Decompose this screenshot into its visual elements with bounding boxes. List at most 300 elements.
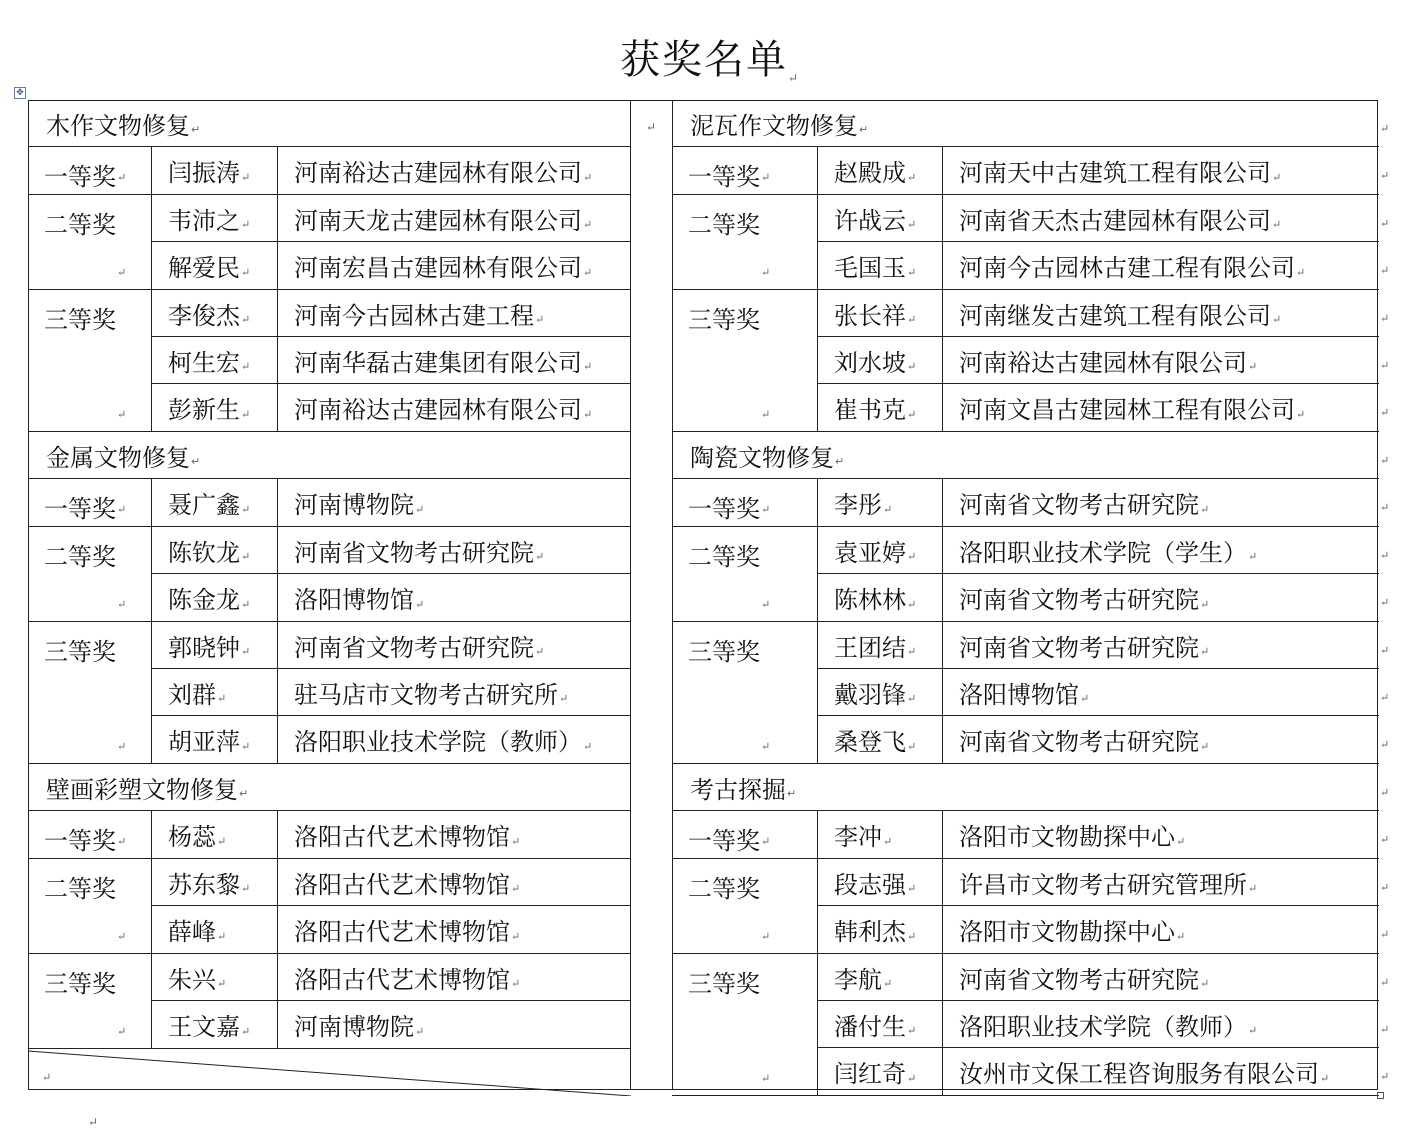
winner-name: 李冲	[834, 823, 882, 851]
cell-end-mark: ↵	[241, 645, 251, 658]
winner-name-cell[interactable]	[818, 954, 943, 1000]
row-end-mark: ↵	[1380, 312, 1390, 325]
table-row	[818, 906, 1379, 953]
prize-group	[672, 195, 1379, 290]
winner-unit: 河南省天杰古建园林有限公司	[959, 206, 1271, 235]
winner-rows	[818, 811, 1379, 858]
cell-end-mark: ↵	[1272, 171, 1282, 184]
winner-unit: 河南博物院	[294, 1013, 414, 1041]
cell-end-mark: ↵	[241, 882, 251, 895]
row-end-mark: ↵	[1380, 264, 1390, 277]
winner-unit: 洛阳古代艺术博物馆	[294, 870, 510, 899]
winner-name: 刘群	[168, 680, 216, 709]
prize-group	[672, 954, 1379, 1096]
cell-end-mark: ↵	[646, 120, 657, 134]
winner-name: 陈钦龙	[168, 538, 240, 567]
winner-name: 彭新生	[168, 396, 240, 424]
winner-unit: 河南天中古建筑工程有限公司	[959, 159, 1271, 187]
cell-end-mark: ↵	[217, 930, 227, 943]
section-heading-text: 泥瓦作文物修复	[690, 111, 858, 140]
prize-group	[672, 811, 1379, 859]
winner-rows	[818, 859, 1379, 953]
cell-end-mark: ↵	[217, 977, 227, 990]
table-row	[818, 1048, 1379, 1095]
row-end-mark: ↵	[1380, 786, 1390, 799]
winner-name: 胡亚萍	[168, 728, 240, 756]
cell-end-mark: ↵	[511, 882, 521, 895]
section-heading	[672, 100, 1379, 147]
prize-cell[interactable]	[28, 147, 152, 194]
row-end-mark: ↵	[1380, 1023, 1390, 1036]
winner-unit-cell[interactable]	[943, 1048, 1379, 1095]
cell-end-mark: ↵	[511, 977, 521, 990]
section-heading-text: 陶瓷文物修复	[690, 443, 834, 472]
winner-unit-cell[interactable]	[278, 527, 631, 573]
section-heading	[672, 764, 1379, 811]
prize-label: 三等奖	[688, 306, 760, 334]
table-row	[818, 669, 1379, 716]
cell-end-mark: ↵	[907, 313, 917, 326]
winner-unit-cell[interactable]	[278, 669, 631, 715]
prize-cell[interactable]	[672, 859, 818, 953]
table-row	[152, 906, 631, 953]
winner-unit: 河南裕达古建园林有限公司	[959, 348, 1247, 377]
cell-end-mark: ↵	[117, 266, 127, 279]
cell-end-mark: ↵	[191, 455, 201, 468]
table-row	[818, 195, 1379, 242]
prize-group	[28, 479, 631, 527]
winner-name: 毛国玉	[834, 254, 906, 282]
cell-end-mark: ↵	[415, 1025, 425, 1038]
cell-end-mark: ↵	[1296, 266, 1306, 279]
table-row	[152, 384, 631, 431]
winner-unit: 河南省文物考古研究院	[959, 633, 1199, 662]
row-end-mark: ↵	[1380, 976, 1390, 989]
cell-end-mark: ↵	[761, 171, 771, 184]
winner-name-cell[interactable]	[818, 811, 943, 858]
cell-end-mark: ↵	[907, 692, 917, 705]
winner-unit-cell[interactable]	[943, 906, 1379, 953]
winner-unit-cell[interactable]	[943, 337, 1379, 383]
paragraph-mark: ↵	[88, 1115, 99, 1129]
winner-unit-cell[interactable]	[943, 859, 1379, 905]
cell-end-mark: ↵	[761, 266, 771, 279]
prize-group	[672, 290, 1379, 432]
table-row	[152, 527, 631, 574]
table-row	[152, 669, 631, 716]
winner-unit-cell[interactable]	[278, 811, 631, 858]
winner-rows	[818, 622, 1379, 763]
winner-unit-cell[interactable]	[278, 954, 631, 1000]
winner-name-cell[interactable]	[818, 1048, 943, 1095]
winner-unit-cell[interactable]	[278, 1001, 631, 1048]
winner-name: 李彤	[834, 491, 882, 519]
prize-label: 三等奖	[688, 638, 760, 666]
winner-name-cell[interactable]	[818, 337, 943, 383]
winner-unit: 河南省文物考古研究院	[959, 491, 1199, 519]
winner-unit-cell[interactable]	[943, 479, 1379, 526]
winner-unit-cell[interactable]	[943, 716, 1379, 763]
row-end-mark: ↵	[1380, 217, 1390, 230]
winner-rows	[152, 811, 631, 858]
table-row	[152, 811, 631, 858]
cell-end-mark: ↵	[415, 598, 425, 611]
winner-unit-cell[interactable]	[943, 622, 1379, 668]
table-row	[818, 242, 1379, 289]
prize-cell[interactable]	[28, 195, 152, 289]
winner-name-cell[interactable]	[818, 716, 943, 763]
cell-end-mark: ↵	[583, 740, 593, 753]
cell-end-mark: ↵	[415, 503, 425, 516]
winner-name: 崔书克	[834, 396, 906, 424]
empty-diagonal-cell[interactable]	[28, 1049, 631, 1096]
prize-label: 二等奖	[44, 875, 116, 903]
section-heading	[672, 432, 1379, 479]
prize-cell[interactable]	[28, 622, 152, 763]
winner-name-cell[interactable]	[152, 811, 278, 858]
cell-end-mark: ↵	[217, 692, 227, 705]
cell-end-mark: ↵	[907, 645, 917, 658]
prize-group	[28, 859, 631, 954]
winner-name-cell[interactable]	[152, 384, 278, 431]
table-row	[818, 479, 1379, 526]
winner-name-cell[interactable]	[152, 716, 278, 763]
cell-end-mark: ↵	[117, 503, 127, 516]
winner-unit: 洛阳职业技术学院（教师）	[294, 728, 582, 756]
table-row	[818, 716, 1379, 763]
winner-name: 袁亚婷	[834, 538, 906, 567]
cell-end-mark: ↵	[117, 171, 127, 184]
winner-name-cell[interactable]	[152, 669, 278, 715]
cell-end-mark: ↵	[907, 882, 917, 895]
winner-name: 桑登飞	[834, 728, 906, 756]
prize-cell[interactable]	[672, 527, 818, 621]
winner-unit: 河南天龙古建园林有限公司	[294, 206, 582, 235]
cell-end-mark: ↵	[761, 408, 771, 421]
winner-unit: 洛阳古代艺术博物馆	[294, 823, 510, 851]
winner-name: 刘水坡	[834, 348, 906, 377]
cell-end-mark: ↵	[907, 218, 917, 231]
winner-unit-cell[interactable]	[278, 479, 631, 526]
winner-name-cell[interactable]	[818, 384, 943, 431]
cell-end-mark: ↵	[907, 1072, 917, 1085]
prize-cell[interactable]	[672, 479, 818, 526]
cell-end-mark: ↵	[1248, 550, 1258, 563]
winner-name: 朱兴	[168, 965, 216, 994]
winner-name-cell[interactable]	[818, 479, 943, 526]
cell-end-mark: ↵	[1272, 218, 1282, 231]
prize-label: 三等奖	[44, 970, 116, 998]
row-end-mark: ↵	[1380, 122, 1390, 135]
winner-name: 戴羽锋	[834, 680, 906, 709]
winner-name-cell[interactable]	[818, 195, 943, 241]
winner-unit-cell[interactable]	[943, 574, 1379, 621]
winner-name-cell[interactable]	[152, 859, 278, 905]
cell-end-mark: ↵	[239, 787, 249, 800]
prize-cell[interactable]	[28, 527, 152, 621]
section-heading-text: 壁画彩塑文物修复	[46, 775, 238, 804]
winner-name-cell[interactable]	[818, 906, 943, 953]
winner-name-cell[interactable]	[818, 527, 943, 573]
cell-end-mark: ↵	[883, 977, 893, 990]
prize-group	[672, 859, 1379, 954]
table-row	[818, 290, 1379, 337]
cell-end-mark: ↵	[787, 787, 797, 800]
winner-unit-cell[interactable]	[943, 242, 1379, 289]
winner-unit-cell[interactable]	[278, 716, 631, 763]
winner-name-cell[interactable]	[152, 574, 278, 621]
prize-group	[672, 147, 1379, 195]
cell-end-mark: ↵	[583, 218, 593, 231]
table-resize-handle[interactable]	[1377, 1092, 1384, 1099]
cell-end-mark: ↵	[1296, 408, 1306, 421]
winner-unit: 河南文昌古建园林工程有限公司	[959, 396, 1295, 424]
table-row	[152, 337, 631, 384]
winner-rows	[152, 195, 631, 289]
cell-end-mark: ↵	[241, 360, 251, 373]
winner-name: 潘付生	[834, 1012, 906, 1041]
prize-group	[28, 290, 631, 432]
cell-end-mark: ↵	[511, 835, 521, 848]
cell-end-mark: ↵	[535, 645, 545, 658]
table-row	[818, 147, 1379, 194]
winner-unit: 洛阳市文物勘探中心	[959, 823, 1175, 851]
cell-end-mark: ↵	[907, 408, 917, 421]
winner-name: 李俊杰	[168, 301, 240, 330]
winner-name-cell[interactable]	[152, 290, 278, 336]
prize-cell[interactable]	[672, 811, 818, 858]
cell-end-mark: ↵	[907, 550, 917, 563]
winner-unit-cell[interactable]	[943, 954, 1379, 1000]
winner-unit-cell[interactable]	[278, 859, 631, 905]
prize-group	[672, 527, 1379, 622]
prize-label: 三等奖	[44, 638, 116, 666]
winner-name-cell[interactable]	[152, 527, 278, 573]
cell-end-mark: ↵	[907, 740, 917, 753]
table-move-handle-icon[interactable]: ✥	[14, 87, 26, 99]
cell-end-mark: ↵	[583, 360, 593, 373]
prize-label: 二等奖	[688, 543, 760, 571]
cell-end-mark: ↵	[217, 835, 227, 848]
cell-end-mark: ↵	[1320, 1072, 1330, 1085]
winner-unit-cell[interactable]	[278, 906, 631, 953]
prize-group	[672, 622, 1379, 764]
winner-name: 陈林林	[834, 586, 906, 614]
winner-name: 柯生宏	[168, 348, 240, 377]
prize-group	[28, 527, 631, 622]
cell-end-mark: ↵	[907, 266, 917, 279]
cell-end-mark: ↵	[761, 503, 771, 516]
winner-name-cell[interactable]	[152, 906, 278, 953]
cell-end-mark: ↵	[907, 598, 917, 611]
prize-label: 三等奖	[688, 970, 760, 998]
cell-end-mark: ↵	[1248, 882, 1258, 895]
table-row	[818, 527, 1379, 574]
prize-cell[interactable]	[28, 954, 152, 1048]
cell-end-mark: ↵	[241, 598, 251, 611]
winner-unit: 汝州市文保工程咨询服务有限公司	[959, 1060, 1319, 1088]
winner-unit: 驻马店市文物考古研究所	[294, 680, 558, 709]
section-heading-text: 考古探掘	[690, 775, 786, 804]
table-row	[818, 337, 1379, 384]
cell-end-mark: ↵	[859, 123, 869, 136]
prize-cell[interactable]	[672, 290, 818, 431]
winner-name-cell[interactable]	[152, 1001, 278, 1048]
winner-name-cell[interactable]	[818, 574, 943, 621]
winner-name: 郭晓钟	[168, 633, 240, 662]
table-row	[152, 574, 631, 621]
row-end-mark: ↵	[1380, 406, 1390, 419]
winner-unit: 河南宏昌古建园林有限公司	[294, 254, 582, 282]
cell-end-mark: ↵	[117, 930, 127, 943]
winner-unit: 河南今古园林古建工程	[294, 301, 534, 330]
prize-group	[28, 811, 631, 859]
winner-rows	[818, 527, 1379, 621]
winner-name-cell[interactable]	[818, 242, 943, 289]
prize-label: 二等奖	[44, 543, 116, 571]
cell-end-mark: ↵	[1176, 930, 1186, 943]
prize-cell[interactable]	[28, 479, 152, 526]
winner-unit-cell[interactable]	[278, 242, 631, 289]
cell-end-mark: ↵	[907, 171, 917, 184]
table-row	[152, 195, 631, 242]
prize-cell[interactable]	[28, 290, 152, 431]
cell-end-mark: ↵	[117, 740, 127, 753]
prize-label: 二等奖	[688, 875, 760, 903]
winner-name: 韦沛之	[168, 206, 240, 235]
winner-name-cell[interactable]	[152, 147, 278, 194]
winner-unit: 洛阳职业技术学院（学生）	[959, 538, 1247, 567]
winner-unit-cell[interactable]	[943, 669, 1379, 715]
winner-name: 段志强	[834, 870, 906, 899]
winner-name-cell[interactable]	[152, 195, 278, 241]
cell-end-mark: ↵	[583, 171, 593, 184]
winner-unit: 河南省文物考古研究院	[959, 728, 1199, 756]
winner-unit-cell[interactable]	[278, 290, 631, 336]
right-column	[672, 100, 1379, 1096]
winner-name: 薛峰	[168, 918, 216, 946]
winner-name: 王团结	[834, 633, 906, 662]
cell-end-mark: ↵	[907, 930, 917, 943]
prize-group	[28, 147, 631, 195]
cell-end-mark: ↵	[117, 835, 127, 848]
winner-rows	[152, 859, 631, 953]
table-row	[152, 622, 631, 669]
winner-name-cell[interactable]	[818, 669, 943, 715]
winner-name-cell[interactable]	[152, 242, 278, 289]
prize-cell[interactable]	[28, 859, 152, 953]
left-column	[28, 100, 631, 1096]
prize-cell[interactable]	[672, 622, 818, 763]
winner-name-cell[interactable]	[152, 337, 278, 383]
table-row	[818, 622, 1379, 669]
table-row	[818, 1001, 1379, 1048]
winner-unit: 洛阳古代艺术博物馆	[294, 965, 510, 994]
row-end-mark: ↵	[1380, 644, 1390, 657]
winner-name: 韩利杰	[834, 918, 906, 946]
winner-name: 张长祥	[834, 301, 906, 330]
winner-rows	[152, 954, 631, 1048]
prize-cell[interactable]	[28, 811, 152, 858]
cell-end-mark: ↵	[241, 550, 251, 563]
winner-rows	[818, 195, 1379, 289]
winner-unit-cell[interactable]	[943, 811, 1379, 858]
cell-end-mark: ↵	[1248, 360, 1258, 373]
winner-name-cell[interactable]	[152, 479, 278, 526]
winner-unit: 洛阳市文物勘探中心	[959, 918, 1175, 946]
cell-end-mark: ↵	[241, 313, 251, 326]
winner-rows	[152, 622, 631, 763]
cell-end-mark: ↵	[241, 1025, 251, 1038]
cell-end-mark: ↵	[241, 218, 251, 231]
table-row	[152, 242, 631, 289]
winner-name-cell[interactable]	[818, 290, 943, 336]
cell-end-mark: ↵	[583, 266, 593, 279]
section-heading	[28, 432, 631, 479]
winner-unit-cell[interactable]	[943, 527, 1379, 573]
cell-end-mark: ↵	[42, 1071, 52, 1084]
winner-unit: 河南华磊古建集团有限公司	[294, 348, 582, 377]
winner-name-cell[interactable]	[152, 954, 278, 1000]
winner-name-cell[interactable]	[818, 622, 943, 668]
cell-end-mark: ↵	[883, 835, 893, 848]
winner-unit-cell[interactable]	[278, 622, 631, 668]
cell-end-mark: ↵	[1200, 598, 1210, 611]
table-row	[152, 716, 631, 763]
winner-unit-cell[interactable]	[943, 290, 1379, 336]
winner-name-cell[interactable]	[818, 1001, 943, 1047]
prize-cell[interactable]	[672, 195, 818, 289]
cell-end-mark: ↵	[1272, 313, 1282, 326]
winner-rows	[152, 527, 631, 621]
prize-label: 一等奖	[44, 163, 116, 191]
prize-cell[interactable]	[672, 147, 818, 194]
winner-unit-cell[interactable]	[278, 384, 631, 431]
winner-name: 杨蕊	[168, 823, 216, 851]
table-row	[818, 384, 1379, 431]
prize-group	[28, 195, 631, 290]
table-row	[152, 954, 631, 1001]
winner-rows	[152, 290, 631, 431]
winner-name-cell[interactable]	[152, 622, 278, 668]
row-end-mark: ↵	[1380, 454, 1390, 467]
row-end-mark: ↵	[1380, 359, 1390, 372]
winner-unit-cell[interactable]	[943, 147, 1379, 194]
winner-unit-cell[interactable]	[278, 195, 631, 241]
winner-name: 赵殿成	[834, 159, 906, 187]
winner-name-cell[interactable]	[818, 859, 943, 905]
cell-end-mark: ↵	[583, 408, 593, 421]
winner-unit-cell[interactable]	[943, 1001, 1379, 1047]
cell-end-mark: ↵	[559, 692, 569, 705]
winner-unit-cell[interactable]	[278, 574, 631, 621]
winner-unit-cell[interactable]	[943, 384, 1379, 431]
table-row	[818, 811, 1379, 858]
winner-unit: 河南裕达古建园林有限公司	[294, 396, 582, 424]
winner-name: 许战云	[834, 206, 906, 235]
cell-end-mark: ↵	[907, 360, 917, 373]
cell-end-mark: ↵	[535, 550, 545, 563]
winner-name-cell[interactable]	[818, 147, 943, 194]
cell-end-mark: ↵	[761, 740, 771, 753]
section-heading	[28, 764, 631, 811]
winner-unit-cell[interactable]	[278, 147, 631, 194]
winner-unit-cell[interactable]	[278, 337, 631, 383]
prize-cell[interactable]	[672, 954, 818, 1095]
winner-unit: 河南省文物考古研究院	[294, 633, 534, 662]
prize-group	[28, 622, 631, 764]
winner-unit-cell[interactable]	[943, 195, 1379, 241]
